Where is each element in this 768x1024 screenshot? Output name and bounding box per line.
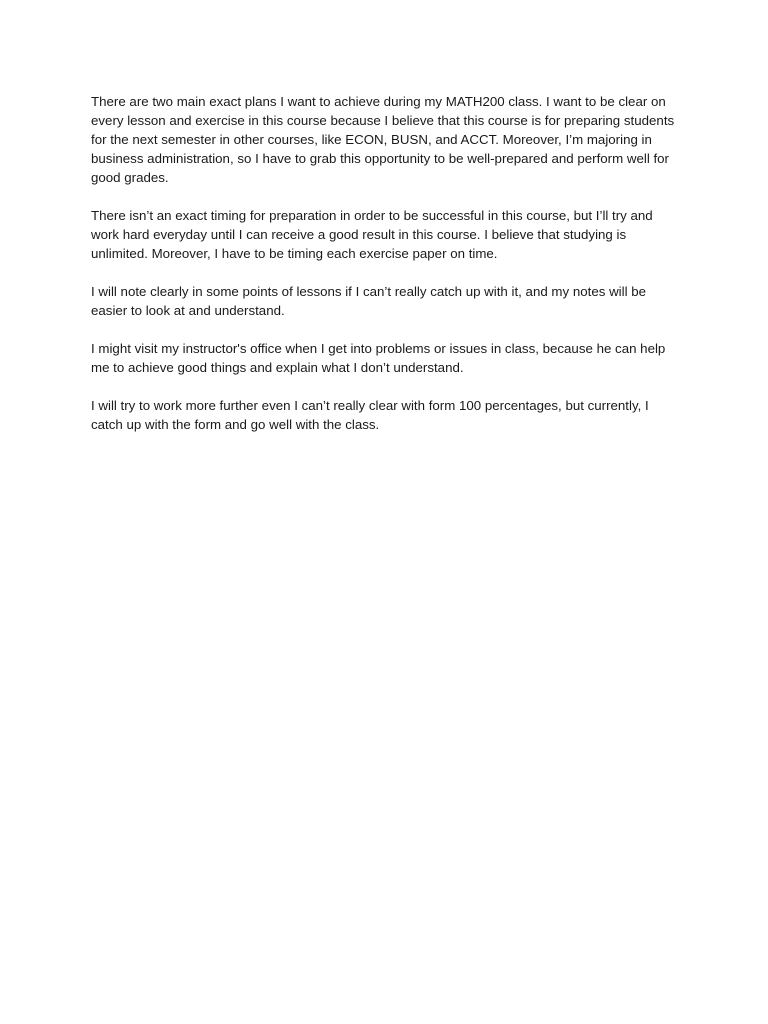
paragraph-effort: I will try to work more further even I can’t really clear with form 100 percentages, but currently, I catch up with the form and go well with the class. xyxy=(91,398,649,432)
paragraph-notes: I will note clearly in some points of lessons if I can’t really catch up with it, and my notes will be easier to look at and understand. xyxy=(91,284,647,318)
document-body xyxy=(91,92,681,453)
paragraph-instructor: I might visit my instructor's office when I get into problems or issues in class, because he can help me to achieve good things and explain what I don’t understand. xyxy=(91,341,666,375)
paragraph-plans: There are two main exact plans I want to achieve during my MATH200 class. I want to be clear on every lesson and exercise in this course because I believe that this course is for preparing students for the next semester in other courses, like ECON, BUSN, and ACCT. Moreover, I’m majoring in business administration, so I have to grab this opportunity to be well-prepared and perform well for good grades. xyxy=(91,94,675,185)
paragraph-timing: There isn’t an exact timing for preparation in order to be successful in this course, but I’ll try and work hard everyday until I can receive a good result in this course. I believe that studying is unlimited. Moreover, I have to be timing each exercise paper on time. xyxy=(91,208,653,261)
